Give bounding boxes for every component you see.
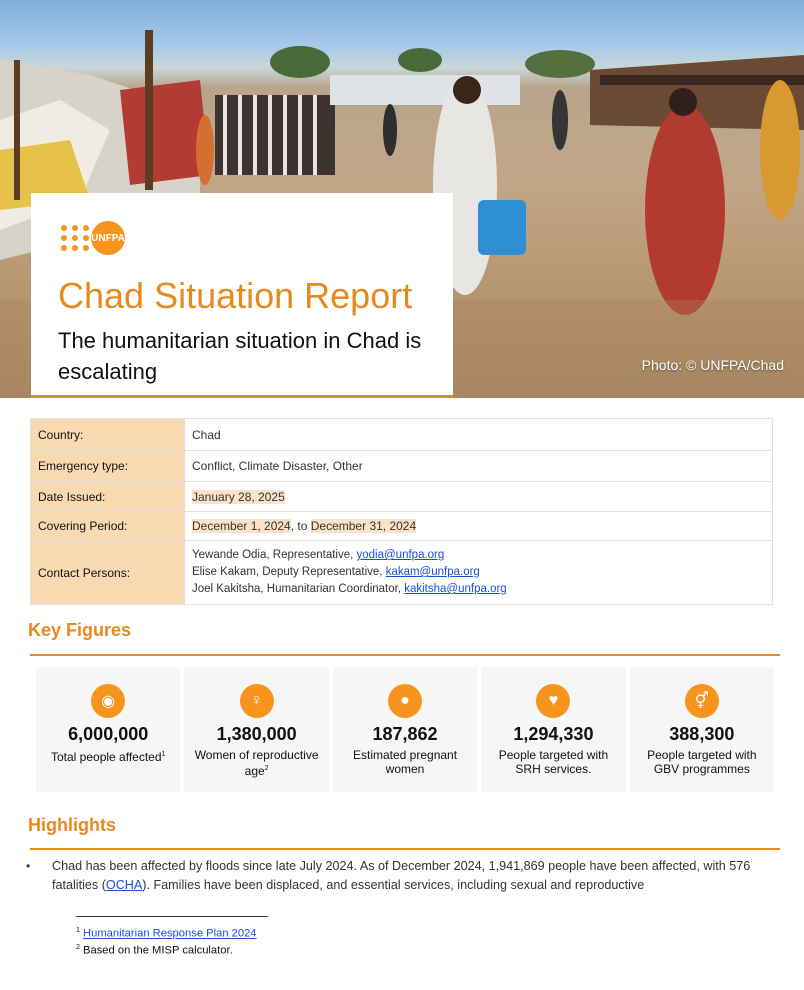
logo-dots-icon [61, 225, 90, 251]
date-issued-value: January 28, 2025 [192, 489, 285, 504]
contact-line [192, 581, 765, 598]
figure-label-text: Total people affected [50, 750, 162, 764]
contact-persons-label: Contact Persons: [31, 541, 185, 605]
date-issued-cell [185, 482, 773, 512]
covering-period-cell [185, 512, 773, 541]
highlights-heading: Highlights [28, 815, 116, 835]
figure-card [333, 667, 477, 792]
footnote-divider [76, 916, 268, 917]
table-row [31, 512, 773, 541]
contact-line [192, 547, 765, 564]
figure-card [481, 667, 625, 792]
contact-email-link[interactable]: kakam@unfpa.org [385, 566, 480, 578]
figure-value: 187,862 [372, 724, 438, 744]
contact-line [192, 564, 765, 581]
contact-name: Elise Kakam, Deputy Representative, [192, 566, 386, 578]
period-start: December 1, 2024 [192, 519, 291, 533]
pregnant-woman-icon: ● [388, 684, 422, 718]
figure-value: 1,380,000 [216, 724, 297, 744]
table-row [31, 482, 773, 512]
highlight-text: Chad has been affected by floods since late July 2024. As of December 2024, 1,941,869 people have been affected, with 576 fatalities ( [52, 859, 751, 892]
unfpa-logo [61, 220, 125, 256]
contact-email-link[interactable]: kakitsha@unfpa.org [404, 583, 507, 595]
highlight-bullet-item [26, 857, 752, 895]
figure-card [184, 667, 328, 792]
figure-value: 6,000,000 [68, 724, 149, 744]
footnote-number: 2 [76, 943, 80, 951]
country-value: Chad [185, 419, 773, 451]
table-row [31, 541, 773, 605]
figure-card [630, 667, 774, 792]
figure-card [36, 667, 180, 792]
figure-label [184, 748, 328, 778]
emergency-type-value: Conflict, Climate Disaster, Other [185, 451, 773, 482]
key-figures-heading: Key Figures [28, 620, 132, 640]
key-figures-divider [30, 654, 780, 656]
key-figures-row [36, 667, 774, 792]
table-row [31, 419, 773, 451]
figure-label [630, 748, 774, 776]
bullet-marker: • [26, 859, 31, 873]
figure-label [36, 748, 180, 764]
country-label: Country: [31, 419, 185, 451]
people-group-icon: ◉ [91, 684, 125, 718]
highlight-text-cont: ). Families have been displaced, and essential services, including sexual and reproductive [142, 878, 645, 892]
report-subtitle: The humanitarian situation in Chad is escalating [58, 328, 422, 384]
footnote-item [76, 924, 257, 941]
footnotes [76, 924, 257, 957]
contact-email-link[interactable]: yodia@unfpa.org [356, 549, 445, 561]
period-separator: , to [290, 519, 311, 533]
title-card [31, 193, 453, 398]
footnote-ref: 1 [161, 751, 166, 758]
report-info-table [30, 418, 773, 605]
ocha-link[interactable]: OCHA [105, 878, 143, 892]
figure-label-text: People targeted with SRH services. [498, 748, 609, 776]
hrp-2024-link[interactable]: Humanitarian Response Plan 2024 [83, 927, 257, 940]
heart-plus-icon: ♥ [536, 684, 570, 718]
figure-label-text: People targeted with GBV programmes [647, 748, 757, 776]
contact-persons-cell [185, 541, 773, 605]
table-row [31, 451, 773, 482]
period-end: December 31, 2024 [310, 519, 417, 533]
footnote-number: 1 [76, 927, 80, 934]
highlights-divider [30, 848, 780, 850]
logo-wordmark: UNFPA [91, 221, 125, 255]
covering-period-label: Covering Period: [31, 512, 185, 541]
figure-value: 388,300 [669, 724, 735, 744]
contact-name: Joel Kakitsha, Humanitarian Coordinator, [192, 583, 405, 595]
date-issued-label: Date Issued: [31, 482, 185, 512]
figure-label [333, 748, 477, 776]
figure-label [481, 748, 625, 776]
emergency-type-label: Emergency type: [31, 451, 185, 482]
women-icon: ♀ [240, 684, 274, 718]
report-title: Chad Situation Report [58, 275, 413, 316]
figure-label-text: Women of reproductive age [194, 748, 319, 778]
footnote-text: Based on the MISP calculator. [83, 944, 233, 957]
figure-label-text: Estimated pregnant women [352, 748, 458, 776]
contact-name: Yewande Odia, Representative, [192, 549, 357, 561]
footnote-item [76, 941, 257, 958]
photo-credit: Photo: © UNFPA/Chad [641, 357, 784, 373]
figure-value: 1,294,330 [513, 724, 594, 744]
gender-icon: ⚥ [685, 684, 719, 718]
footnote-ref: 2 [264, 765, 269, 772]
